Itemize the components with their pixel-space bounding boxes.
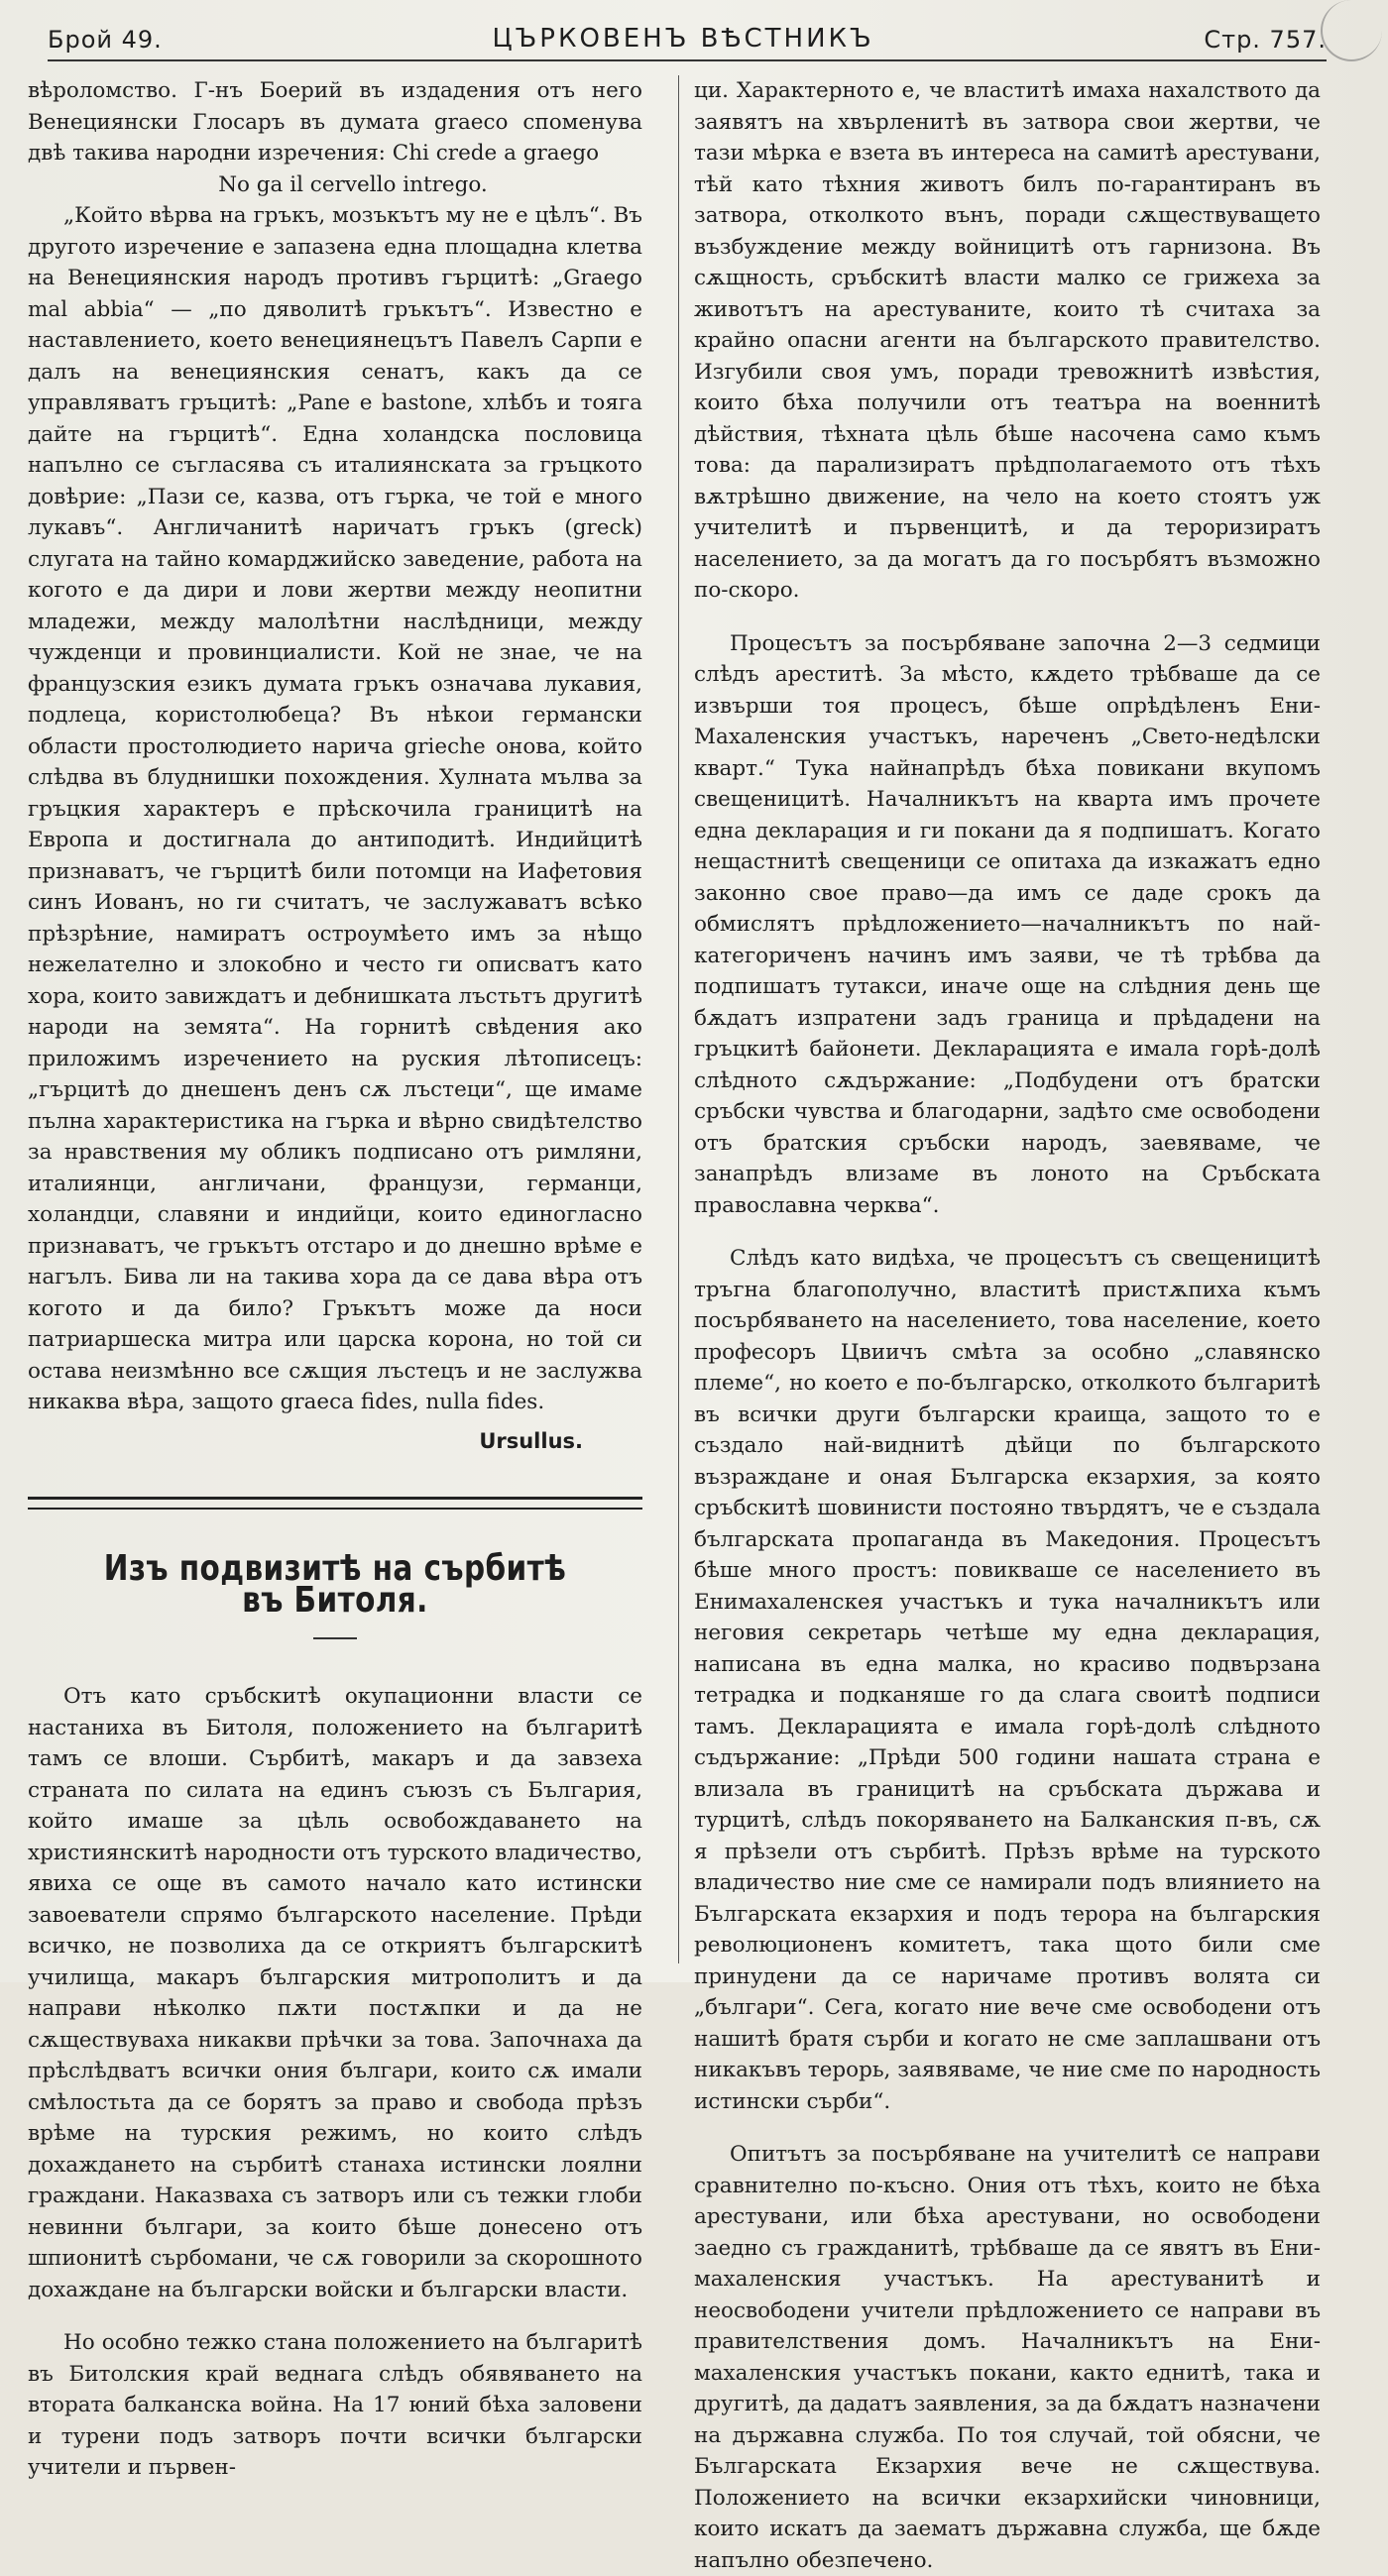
page-header — [48, 14, 1327, 61]
paragraph: „Който вѣрва на гръкъ, мозъкътъ му не е цѣлъ“. Въ другото изречение е запазена една площадна клетва на Венециянския народъ противъ гърцитѣ: „Graego mal abbia“ — „по дяволитѣ гръкътъ“. Известно е наставлението, което венециянецътъ Павелъ Сарпи е далъ на венециянския сенатъ, какъ да се управляватъ гръцитѣ: „Pane e bastone, хлѣбъ и тояга дайте на гърцитѣ“. Една холандска пословица напълно се съгласява съ италиянската за гръцкото довѣрие: „Пази се, казва, отъ гърка, че той е много лукавъ“. Англичанитѣ наричатъ гръкъ (greck) слугата на тайно комарджийско заведение, работа на когото е да дири и лови жертви между неопитни младежи, между малолѣтни наслѣдници, между чужденци и провинциалисти. Кой не знае, че на французския езикъ думата гръкъ означава лукавия, подлеца, користолюбеца? Въ нѣкои германски области простолюдието нарича grieche онова, който слѣдва въ блуднишки похождения. Хулната мълва за гръцкия характеръ е прѣскочила границитѣ на Европа и достигнала до антиподитѣ. Индийцитѣ признаватъ, че гърцитѣ били потомци на Иафетовия синъ Иованъ, но ги считатъ, че заслужаватъ всѣко прѣзрѣние, намиратъ остроумѣето имъ за нѣщо нежелателно и злокобно и често ги описватъ като хора, които завиждатъ и дебнишката лъстьтъ другитѣ народи на земята“. На горнитѣ свѣдения ако приложимъ изречението на руския лѣтописецъ: „гърцитѣ до днешенъ денъ сѫ лъстеци“, ще имаме пълна характеристика на гърка и вѣрно свидѣтелство за нравствения му обликъ подписано отъ римляни, италиянци, англичани, французи, германци, холандци, славяни и индийци, които единогласно признаватъ, че гръкътъ отстаро и до днешно врѣме е нагълъ. Бива ли на такива хора да се дава вѣра отъ когото и да било? Гръкътъ може да носи патриаршеска митра или царска корона, но той си остава неизмѣнно все сѫщия лъстецъ и не заслужва никаква вѣра, защото graeca fides, nulla fides. — [28, 203, 642, 1414]
newspaper-title: ЦЪРКОВЕНЪ ВѢСТНИКЪ — [492, 24, 874, 54]
page-number: Стр. 757. — [1204, 26, 1327, 54]
article-signature: Ursullus. — [479, 1428, 583, 1453]
right-column — [694, 75, 1321, 2576]
paragraph: Слѣдъ като видѣха, че процесътъ съ свещеницитѣ тръгна благополучно, властитѣ пристѫпиха къмъ посърбяването на населението, това население, което професоръ Цвиичъ смѣта за особно „славянско племе“, но което е по-българско, отколкото българитѣ въ всички други български краища, защото то е създало най-виднитѣ дѣйци по българското възраждане и оная Българска екзархия, за която сръбскитѣ шовинисти постояно твърдятъ, че е създала българската пропаганда въ Македония. Процесътъ бѣше много простъ: повикваше се населението въ Енимахаленскея участъкъ и тука началникътъ или неговия секретарь четѣше му една декларация, написана въ една малка, но красиво подвързана тетрадка и подканяше го да слага своитѣ подписи тамъ. Декларацията е имала горѣ-долѣ слѣдното съдържание: „Прѣди 500 години нашата страна е влизала въ границитѣ на сръбската държава и турцитѣ, слѣдъ покоряването на Балканския п-въ, сѫ я прѣзели отъ сърбитѣ. Прѣзъ врѣме на турското владичество ние сме се намирали подъ влиянието на Българската екзархия и подъ терора на българския революционенъ комитетъ, така щото били сме принудени да се наричаме противъ волята си „българи“. Сега, когато ние вече сме освободени отъ нашитѣ братя сърби и когато не сме заплашвани отъ никакъвъ терорь, заявяваме, че ние сме по народность истински сърби“. — [694, 1246, 1321, 2114]
paragraph: ци. Характерното е, че властитѣ имаха нахалството да заявятъ на хвърленитѣ въ затвора свои жертви, че тази мѣрка е взета въ интереса на самитѣ арестувани, тѣй като тѣхния животъ билъ по-гарантиранъ въ затвора, отколкото вънъ, поради сѫществуващето възбуждение между войницитѣ отъ гарнизона. Въ сѫщность, сръбскитѣ власти малко се грижеха за животътъ на арестуваните, които тѣ считаха за крайно опасни агенти на българското правителство. Изгубили своя умъ, поради тревожнитѣ извѣстия, които бѣха получили отъ театъра на военнитѣ дѣйствия, тѣхната цѣль бѣше насочена само къмъ това: да парализиратъ прѣдполагаемото отъ тѣхъ вѫтрѣшно движение, на чело на което стоятъ уж учителитѣ и първенцитѣ, и да тероризиратъ населението, за да могатъ да го посърбятъ възможно по-скоро. — [694, 78, 1321, 603]
issue-number: Брой 49. — [48, 26, 163, 54]
section-divider — [28, 1497, 642, 1510]
paragraph: Опитътъ за посърбяване на учителитѣ се направи сравнително по-късно. Ония отъ тѣхъ, които не бѣха арестувани, или бѣха арестувани, но освободени заедно съ гражданитѣ, трѣбваше да се явятъ въ Ени-махаленския участъкъ. На арестуванитѣ и неосвободени учители прѣдложението се направи въ правителствения домъ. Началникътъ на Ени-махаленския участъкъ покани, както еднитѣ, така и другитѣ, да дадатъ заявления, за да бѫдатъ назначени на държавна служба. По тоя случай, той обясни, че Българската Екзархия вече не сѫществува. Положението на всички екзархийски чиновници, които искатъ да заематъ държавна служба, ще бѫде напълно обезпечено. — [694, 2142, 1321, 2573]
paragraph: Но особно тежко стана положението на българитѣ въ Битолския край веднага слѣдъ обявяването на втората балканска война. На 17 юний бѣха заловени и турени подъ затворъ почти всички български учители и първен- — [28, 2330, 642, 2480]
title-underline — [313, 1637, 357, 1639]
column-divider — [678, 75, 679, 1963]
left-column — [28, 75, 642, 2484]
paragraph: Процесътъ за посърбяване започна 2—3 седмици слѣдъ ареститѣ. За мѣсто, кѫдето трѣбваше да се извърши тоя процесъ, бѣше опрѣдѣленъ Ени-Махаленския участъкъ, нареченъ „Свето-недѣлски кварт.“ Тука найнапрѣдъ бѣха повикани вкупомъ свещеницитѣ. Началникътъ на кварта имъ прочете една декларация и ги покани да я подпишатъ. Когато нещастнитѣ свещеници се опитаха да изкажатъ едно законно свое право—да имъ се даде срокъ да обмислятъ прѣдложението—началникътъ по най-категориченъ начинъ имъ заяви, че тѣ трѣбва да подпишатъ тутакси, иначе още на слѣдния день ще бѫдатъ изпратени задъ граница и прѣдадени на гръцкитѣ байонети. Декларацията е имала горѣ-долѣ слѣдното сѫдържание: „Подбудени отъ братски сръбски чувства и благодарни, задѣто сме освободени отъ братския сръбски народъ, заевяваме, че занапрѣдъ влизаме въ лоното на Сръбската православна черква“. — [694, 630, 1321, 1218]
library-stamp — [1321, 0, 1382, 61]
paragraph: вѣроломство. Г-нъ Боерий въ издадения отъ него Венециянски Глосаръ въ думата graeco споменува двѣ такива народни изречения: Chi crede a graego — [28, 78, 642, 166]
proverb-line: No ga il cervello intrego. — [218, 171, 488, 197]
article-title: Изъ подвизитѣ на сърбитѣ въ Битоля. — [103, 1548, 567, 1621]
paragraph: Отъ като сръбскитѣ окупационни власти се настаниха въ Битоля, положението на българитѣ тамъ се влоши. Сърбитѣ, макаръ и да завзеха страната по силата на единъ съюзъ съ България, който имаше за цѣль освобождаването на християнскитѣ народности отъ турското владичество, явиха се още въ самото начало като истински завоеватели спрямо българското население. Прѣди всичко, не позволиха да се откриятъ българскитѣ училища, макаръ българския митрополитъ и да направи нѣколко пѫти постѫпки и да не сѫществуваха никакви прѣчки за това. Започнаха да прѣслѣдватъ всички ония българи, които сѫ имали смѣлостьта да се борятъ за право и свобода прѣзъ врѣме на турския режимъ, но които слѣдъ дохаждането на сърбитѣ станаха истински лоялни граждани. Наказваха съ затворъ или съ тежки глоби невинни българи, за които бѣше донесено отъ шпионитѣ сърбомани, че сѫ говорили за скорошното дохаждане на български войски и български власти. — [28, 1684, 643, 2302]
